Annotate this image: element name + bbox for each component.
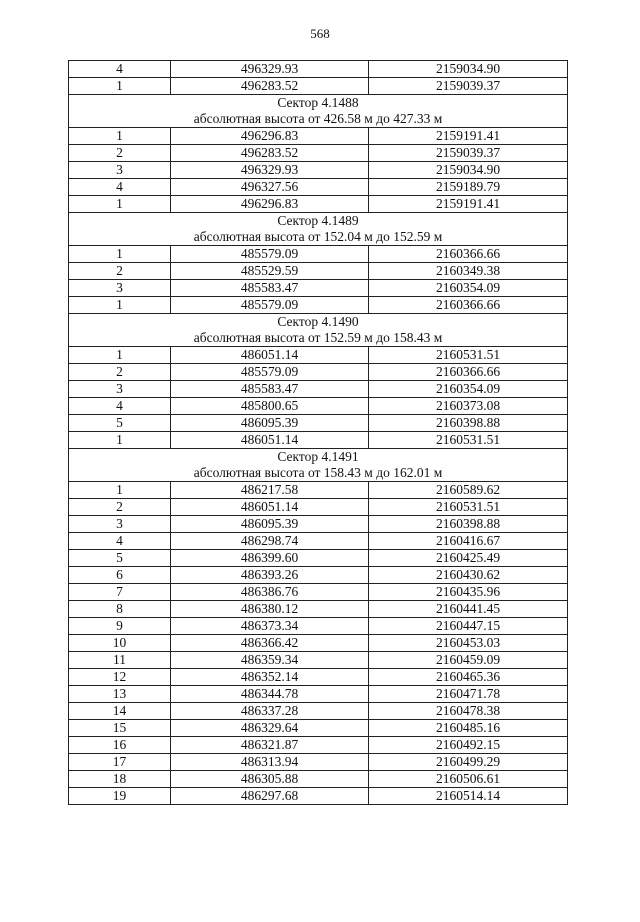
y-coordinate-cell: 2160366.66: [369, 297, 568, 314]
point-number-cell: 3: [69, 280, 171, 297]
table-row: [69, 297, 568, 314]
point-number-cell: 1: [69, 432, 171, 449]
table-row: [69, 263, 568, 280]
table-row: [69, 499, 568, 516]
x-coordinate-cell: 496296.83: [171, 196, 369, 213]
x-coordinate-cell: 486095.39: [171, 516, 369, 533]
point-number-cell: 4: [69, 533, 171, 550]
y-coordinate-cell: 2159191.41: [369, 196, 568, 213]
table-row: [69, 771, 568, 788]
point-number-cell: 10: [69, 635, 171, 652]
sector-altitude: абсолютная высота от 426.58 м до 427.33 м: [69, 111, 568, 128]
x-coordinate-cell: 486344.78: [171, 686, 369, 703]
y-coordinate-cell: 2160425.49: [369, 550, 568, 567]
point-number-cell: 5: [69, 415, 171, 432]
point-number-cell: 17: [69, 754, 171, 771]
x-coordinate-cell: 486297.68: [171, 788, 369, 805]
point-number-cell: 4: [69, 179, 171, 196]
table-row: [69, 669, 568, 686]
sector-altitude: абсолютная высота от 152.59 м до 158.43 м: [69, 330, 568, 347]
table-row: [69, 686, 568, 703]
sector-header-row: [69, 95, 568, 112]
y-coordinate-cell: 2160354.09: [369, 280, 568, 297]
table-row: [69, 381, 568, 398]
point-number-cell: 2: [69, 499, 171, 516]
x-coordinate-cell: 485583.47: [171, 280, 369, 297]
x-coordinate-cell: 486352.14: [171, 669, 369, 686]
x-coordinate-cell: 485583.47: [171, 381, 369, 398]
x-coordinate-cell: 486337.28: [171, 703, 369, 720]
point-number-cell: 5: [69, 550, 171, 567]
sector-altitude-row: [69, 330, 568, 347]
y-coordinate-cell: 2159189.79: [369, 179, 568, 196]
x-coordinate-cell: 486329.64: [171, 720, 369, 737]
y-coordinate-cell: 2159039.37: [369, 78, 568, 95]
table-row: [69, 754, 568, 771]
x-coordinate-cell: 486386.76: [171, 584, 369, 601]
y-coordinate-cell: 2160531.51: [369, 347, 568, 364]
table-row: [69, 703, 568, 720]
x-coordinate-cell: 486217.58: [171, 482, 369, 499]
point-number-cell: 1: [69, 78, 171, 95]
y-coordinate-cell: 2160478.38: [369, 703, 568, 720]
x-coordinate-cell: 486313.94: [171, 754, 369, 771]
point-number-cell: 3: [69, 162, 171, 179]
point-number-cell: 1: [69, 196, 171, 213]
x-coordinate-cell: 486380.12: [171, 601, 369, 618]
point-number-cell: 3: [69, 516, 171, 533]
sector-altitude: абсолютная высота от 158.43 м до 162.01 м: [69, 465, 568, 482]
table-row: [69, 61, 568, 78]
y-coordinate-cell: 2160366.66: [369, 246, 568, 263]
point-number-cell: 1: [69, 347, 171, 364]
point-number-cell: 13: [69, 686, 171, 703]
table-row: [69, 516, 568, 533]
table-row: [69, 78, 568, 95]
y-coordinate-cell: 2160453.03: [369, 635, 568, 652]
x-coordinate-cell: 486321.87: [171, 737, 369, 754]
table-row: [69, 280, 568, 297]
point-number-cell: 12: [69, 669, 171, 686]
x-coordinate-cell: 485579.09: [171, 246, 369, 263]
sector-altitude-row: [69, 111, 568, 128]
table-row: [69, 162, 568, 179]
y-coordinate-cell: 2160349.38: [369, 263, 568, 280]
x-coordinate-cell: 486095.39: [171, 415, 369, 432]
x-coordinate-cell: 496327.56: [171, 179, 369, 196]
x-coordinate-cell: 486366.42: [171, 635, 369, 652]
y-coordinate-cell: 2160514.14: [369, 788, 568, 805]
coordinates-table-body: [69, 61, 568, 805]
point-number-cell: 9: [69, 618, 171, 635]
sector-title: Сектор 4.1489: [69, 213, 568, 230]
point-number-cell: 3: [69, 381, 171, 398]
y-coordinate-cell: 2160531.51: [369, 499, 568, 516]
y-coordinate-cell: 2160416.67: [369, 533, 568, 550]
sector-header-row: [69, 449, 568, 466]
table-row: [69, 246, 568, 263]
x-coordinate-cell: 486051.14: [171, 347, 369, 364]
x-coordinate-cell: 486393.26: [171, 567, 369, 584]
x-coordinate-cell: 486399.60: [171, 550, 369, 567]
x-coordinate-cell: 485800.65: [171, 398, 369, 415]
table-row: [69, 145, 568, 162]
x-coordinate-cell: 485579.09: [171, 364, 369, 381]
point-number-cell: 6: [69, 567, 171, 584]
y-coordinate-cell: 2159034.90: [369, 61, 568, 78]
y-coordinate-cell: 2160398.88: [369, 516, 568, 533]
sector-header-row: [69, 314, 568, 331]
page-number: 568: [310, 26, 330, 41]
sector-altitude-row: [69, 465, 568, 482]
table-row: [69, 618, 568, 635]
y-coordinate-cell: 2160492.15: [369, 737, 568, 754]
x-coordinate-cell: 496329.93: [171, 61, 369, 78]
y-coordinate-cell: 2160430.62: [369, 567, 568, 584]
x-coordinate-cell: 486051.14: [171, 499, 369, 516]
x-coordinate-cell: 496329.93: [171, 162, 369, 179]
y-coordinate-cell: 2160398.88: [369, 415, 568, 432]
y-coordinate-cell: 2160531.51: [369, 432, 568, 449]
x-coordinate-cell: 486298.74: [171, 533, 369, 550]
point-number-cell: 4: [69, 61, 171, 78]
point-number-cell: 2: [69, 364, 171, 381]
sector-altitude: абсолютная высота от 152.04 м до 152.59 м: [69, 229, 568, 246]
table-row: [69, 364, 568, 381]
y-coordinate-cell: 2160589.62: [369, 482, 568, 499]
point-number-cell: 1: [69, 246, 171, 263]
y-coordinate-cell: 2160354.09: [369, 381, 568, 398]
y-coordinate-cell: 2160435.96: [369, 584, 568, 601]
point-number-cell: 18: [69, 771, 171, 788]
sector-header-row: [69, 213, 568, 230]
point-number-cell: 2: [69, 145, 171, 162]
x-coordinate-cell: 486373.34: [171, 618, 369, 635]
table-row: [69, 720, 568, 737]
y-coordinate-cell: 2160447.15: [369, 618, 568, 635]
y-coordinate-cell: 2160459.09: [369, 652, 568, 669]
sector-title: Сектор 4.1491: [69, 449, 568, 466]
x-coordinate-cell: 485579.09: [171, 297, 369, 314]
table-row: [69, 415, 568, 432]
x-coordinate-cell: 486359.34: [171, 652, 369, 669]
table-row: [69, 398, 568, 415]
table-row: [69, 432, 568, 449]
table-row: [69, 482, 568, 499]
y-coordinate-cell: 2159039.37: [369, 145, 568, 162]
y-coordinate-cell: 2160471.78: [369, 686, 568, 703]
x-coordinate-cell: 486051.14: [171, 432, 369, 449]
y-coordinate-cell: 2160499.29: [369, 754, 568, 771]
y-coordinate-cell: 2160366.66: [369, 364, 568, 381]
y-coordinate-cell: 2160441.45: [369, 601, 568, 618]
table-row: [69, 635, 568, 652]
coordinates-table: [68, 60, 568, 805]
table-row: [69, 601, 568, 618]
point-number-cell: 1: [69, 128, 171, 145]
point-number-cell: 1: [69, 482, 171, 499]
sector-title: Сектор 4.1490: [69, 314, 568, 331]
x-coordinate-cell: 486305.88: [171, 771, 369, 788]
x-coordinate-cell: 496283.52: [171, 78, 369, 95]
y-coordinate-cell: 2159191.41: [369, 128, 568, 145]
table-row: [69, 788, 568, 805]
point-number-cell: 8: [69, 601, 171, 618]
table-row: [69, 584, 568, 601]
point-number-cell: 1: [69, 297, 171, 314]
table-row: [69, 179, 568, 196]
y-coordinate-cell: 2159034.90: [369, 162, 568, 179]
point-number-cell: 15: [69, 720, 171, 737]
point-number-cell: 14: [69, 703, 171, 720]
y-coordinate-cell: 2160465.36: [369, 669, 568, 686]
point-number-cell: 2: [69, 263, 171, 280]
table-row: [69, 737, 568, 754]
point-number-cell: 4: [69, 398, 171, 415]
table-row: [69, 550, 568, 567]
x-coordinate-cell: 485529.59: [171, 263, 369, 280]
x-coordinate-cell: 496296.83: [171, 128, 369, 145]
table-row: [69, 567, 568, 584]
sector-altitude-row: [69, 229, 568, 246]
y-coordinate-cell: 2160485.16: [369, 720, 568, 737]
y-coordinate-cell: 2160373.08: [369, 398, 568, 415]
point-number-cell: 11: [69, 652, 171, 669]
x-coordinate-cell: 496283.52: [171, 145, 369, 162]
table-row: [69, 128, 568, 145]
y-coordinate-cell: 2160506.61: [369, 771, 568, 788]
table-row: [69, 533, 568, 550]
point-number-cell: 16: [69, 737, 171, 754]
table-row: [69, 652, 568, 669]
table-row: [69, 347, 568, 364]
point-number-cell: 7: [69, 584, 171, 601]
point-number-cell: 19: [69, 788, 171, 805]
table-row: [69, 196, 568, 213]
sector-title: Сектор 4.1488: [69, 95, 568, 112]
